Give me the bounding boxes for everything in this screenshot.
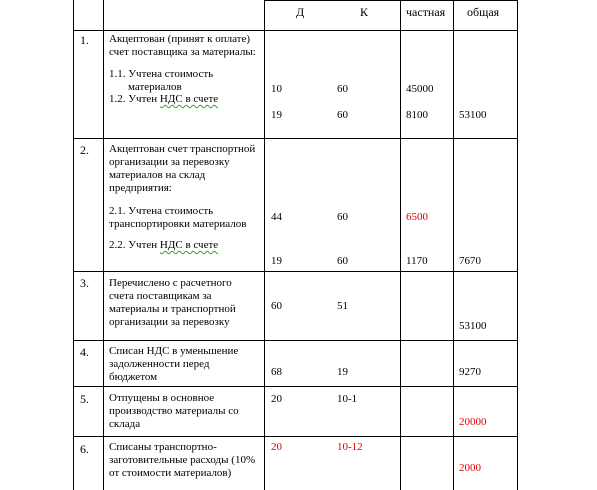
total-value: 7670 (459, 255, 481, 267)
row-sub-description: материалов (128, 81, 182, 93)
row-number: 6. (80, 442, 89, 456)
total-value: 20000 (459, 416, 487, 428)
row-description: материалов на склад (109, 169, 206, 181)
row-sub-description: транспортировки материалов (109, 218, 247, 230)
total-value: 2000 (459, 462, 481, 474)
col-border (264, 0, 265, 490)
row-sub-description: 2.2. Учтен НДС в счете (109, 239, 219, 251)
row-description: производство материалы со (109, 405, 239, 417)
col-border (73, 0, 74, 490)
debit-value: 19 (271, 255, 282, 267)
row-sub-description: 1.1. Учтена стоимость (109, 68, 214, 80)
header-credit: К (360, 5, 369, 19)
row-number: 1. (80, 33, 89, 47)
row-description: от стоимости материалов) (109, 467, 232, 479)
col-border (103, 0, 104, 490)
credit-value: 10-12 (337, 441, 363, 453)
debit-value: 10 (271, 83, 282, 95)
row-description: склада (109, 418, 141, 430)
row-description: счета поставщикам за (109, 290, 212, 302)
row-border (73, 30, 518, 31)
row-number: 4. (80, 345, 89, 359)
row-description: Списан НДС в уменьшение (109, 345, 239, 357)
row-border (73, 436, 518, 437)
partial-value: 1170 (406, 255, 428, 267)
col-border (517, 0, 518, 490)
credit-value: 51 (337, 300, 348, 312)
row-description: счет поставщика за материалы: (109, 46, 256, 58)
row-border (73, 138, 518, 139)
row-description: Перечислено с расчетного (109, 277, 232, 289)
row-description: Отпущены в основное (109, 392, 215, 404)
debit-value: 44 (271, 211, 282, 223)
row-description: Списаны транспортно- (109, 441, 217, 453)
header-partial: частная (406, 5, 446, 19)
row-sub-description: 2.1. Учтена стоимость (109, 205, 214, 217)
total-value: 9270 (459, 366, 481, 378)
col-border (453, 0, 454, 490)
partial-value: 45000 (406, 83, 434, 95)
debit-value: 60 (271, 300, 282, 312)
row-number: 5. (80, 392, 89, 406)
credit-value: 60 (337, 83, 348, 95)
header-debit: Д (296, 5, 305, 19)
credit-value: 19 (337, 366, 348, 378)
row-description: Акцептован (принят к оплате) (109, 33, 251, 45)
total-value: 53100 (459, 109, 487, 121)
header-total: общая (467, 5, 500, 19)
row-border (73, 386, 518, 387)
credit-value: 60 (337, 211, 348, 223)
credit-value: 60 (337, 255, 348, 267)
debit-value: 68 (271, 366, 282, 378)
partial-value: 6500 (406, 211, 428, 223)
partial-value: 8100 (406, 109, 428, 121)
row-description: заготовительные расходы (10% (109, 454, 256, 466)
row-description: организации за перевозку (109, 316, 230, 328)
debit-value: 20 (271, 393, 282, 405)
col-border (400, 0, 401, 490)
row-description: предприятия: (109, 182, 172, 194)
credit-value: 60 (337, 109, 348, 121)
row-description: Акцептован счет транспортной (109, 143, 256, 155)
debit-value: 20 (271, 441, 282, 453)
row-description: материалы и транспортной (109, 303, 236, 315)
row-border (73, 271, 518, 272)
row-description: задолженности перед (109, 358, 210, 370)
row-number: 3. (80, 276, 89, 290)
row-number: 2. (80, 143, 89, 157)
total-value: 53100 (459, 320, 487, 332)
credit-value: 10-1 (337, 393, 358, 405)
row-description: организации за перевозку (109, 156, 230, 168)
row-sub-description: 1.2. Учтен НДС в счете (109, 93, 219, 105)
row-border (73, 340, 518, 341)
row-description: бюджетом (109, 371, 158, 383)
row-border (264, 0, 518, 1)
debit-value: 19 (271, 109, 282, 121)
